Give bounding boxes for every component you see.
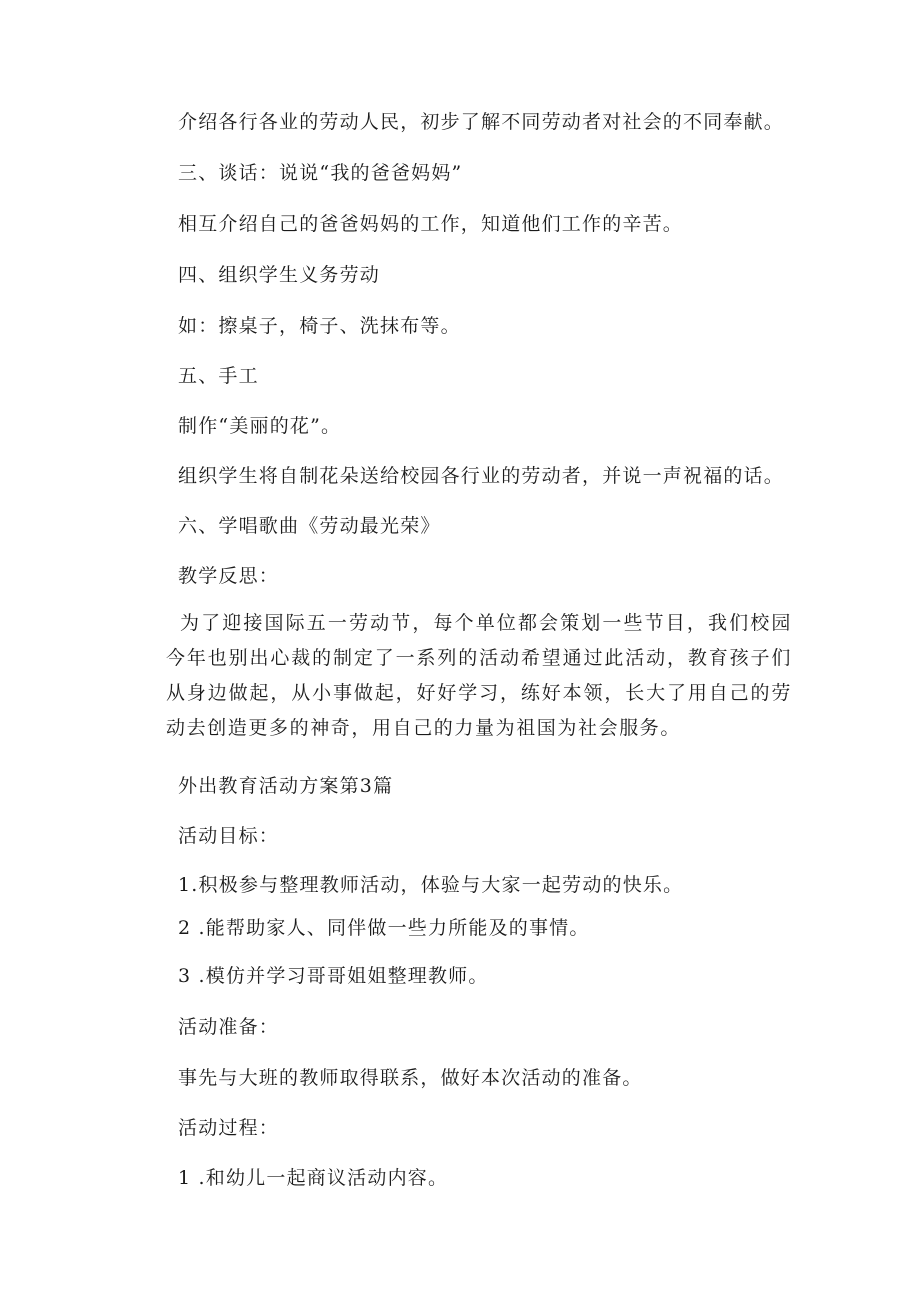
heading-talk: 三、谈话：说说“我的爸爸妈妈” — [178, 162, 463, 184]
heading-volunteer-labor: 四、组织学生义务劳动 — [178, 264, 381, 286]
paragraph-labor-examples: 如：擦桌子，椅子、洗抹布等。 — [178, 315, 461, 337]
process-item-1: 1 .和幼儿一起商议活动内容。 — [178, 1167, 449, 1189]
heading-activity-preparation: 活动准备： — [178, 1016, 280, 1038]
heading-song: 六、学唱歌曲《劳动最光荣》 — [178, 515, 441, 537]
paragraph-intro-workers: 介绍各行各业的劳动人民，初步了解不同劳动者对社会的不同奉献。 — [178, 111, 785, 133]
goal-item-1: 1.积极参与整理教师活动，体验与大家一起劳动的快乐。 — [178, 874, 684, 896]
paragraph-preparation: 事先与大班的教师取得联系，做好本次活动的准备。 — [178, 1067, 643, 1089]
section-title-plan-3: 外出教育活动方案第3篇 — [178, 775, 394, 797]
paragraph-make-flowers: 制作“美丽的花”。 — [178, 415, 342, 437]
paragraph-give-flowers: 组织学生将自制花朵送给校园各行业的劳动者，并说一声祝福的话。 — [178, 465, 785, 487]
heading-handcraft: 五、手工 — [178, 365, 259, 387]
heading-activity-process: 活动过程： — [178, 1117, 280, 1139]
paragraph-introduce-parents: 相互介绍自己的爸爸妈妈的工作，知道他们工作的辛苦。 — [178, 213, 684, 235]
paragraph-reflection: 为了迎接国际五一劳动节，每个单位都会策划一些节目，我们校园今年也别出心裁的制定了一系列的活动希望通过此活动，教育孩子们从身边做起，从小事做起，好好学习，练好本领，长大了用自己的劳动去创造更多的神奇，用自己的力量为祖国为社会服务。 — [166, 612, 792, 739]
goal-item-3: 3 .模仿并学习哥哥姐姐整理教师。 — [178, 965, 489, 987]
heading-activity-goals: 活动目标： — [178, 825, 280, 847]
heading-teaching-reflection: 教学反思： — [178, 565, 280, 587]
goal-item-2: 2 .能帮助家人、同伴做一些力所能及的事情。 — [178, 917, 590, 939]
